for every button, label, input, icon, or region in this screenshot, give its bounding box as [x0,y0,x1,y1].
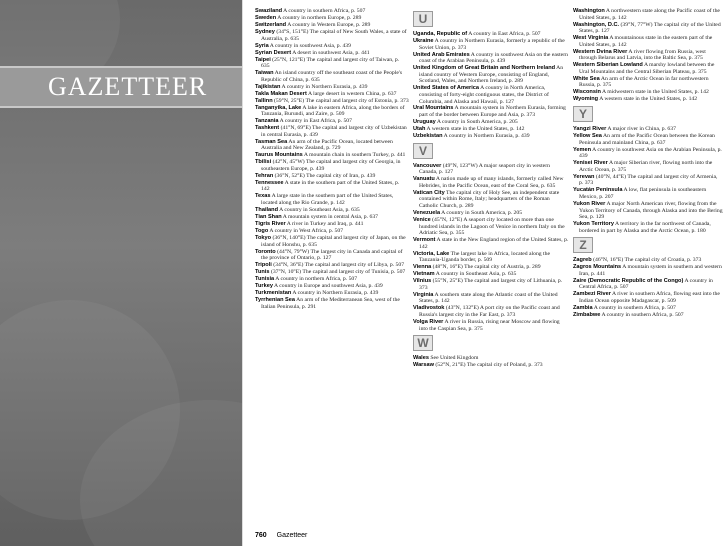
entry-description: A mountainous state in the eastern part of the United States, p. 142 [579,35,713,48]
entry-name: Tallinn [255,97,273,104]
entry-name: Tasman Sea [255,138,288,145]
entry-description: A mountain system in central Asia, p. 637 [282,214,379,221]
entry-name: Vladivostok [413,305,445,312]
entry-description: A country in southwest Asia, p. 439 [269,42,351,49]
gazetteer-entry [413,278,569,291]
entry-description: A river flowing from Russia, west through Belarus and Latvia, into the Baltic Sea, p. 375 [579,48,706,62]
entry-name: Ural Mountains [413,105,454,112]
entry-name: Utah [413,126,426,133]
entry-description: A country in West Africa, p. 507 [269,227,344,234]
entry-name: Victoria, Lake [413,250,450,257]
entry-name: Vancouver [413,162,442,169]
entry-name: United Kingdom of Great Britain and Northern Ireland [413,65,556,72]
gazetteer-entry [413,210,569,217]
slide-background [0,0,242,546]
entry-description: A country in Western Europe, p. 289 [287,21,371,28]
entry-name: Syrian Desert [255,49,292,56]
entry-name: Wyoming [573,96,599,103]
entry-description: (49°N, 123°W) A major seaport city in western Canada, p. 127 [419,162,550,176]
gazetteer-entry [255,50,409,57]
entry-name: United States of America [413,85,480,92]
entry-description: A river in Russia, rising near Moscow and flowing into the Caspian Sea, p. 375 [419,318,560,332]
gazetteer-entry [255,152,409,159]
entry-description: (45°N, 12°E) A seaport city located on more than one hundred islands in the Lagoon of Venice in northern Italy on the Adriatic Sea, p. 355 [419,216,565,237]
entry-description: (25°N, 121°E) The capital and largest city of Taiwan, p. 635 [261,56,400,70]
entry-name: West Virginia [573,35,609,42]
entry-description: A country in Southeast Asia, p. 635 [279,207,360,214]
gazetteer-entry [573,76,723,89]
gazetteer-entry [255,84,409,91]
entry-description: (41°N, 69°E) The capital and largest city of Uzbekistan in central Eurasia, p. 439 [261,125,407,138]
entry-name: Tyrrhenian Sea [255,297,295,304]
entry-description: A major North American river, flowing from the Yukon Territory of Canada, through Alaska and into the Bering Sea, p. 129 [579,200,723,221]
gazetteer-entry [413,133,569,140]
letter-heading-v [413,142,569,160]
entry-name: Yemen [573,146,592,153]
entry-name: Thailand [255,207,278,214]
entry-description: A country in southern Africa, p. 507 [593,305,676,311]
gazetteer-entry [255,8,409,15]
entry-description: A major Siberian river, flowing north into the Arctic Ocean, p. 375 [579,160,713,173]
gazetteer-entry [413,251,569,264]
gazetteer-entry [413,176,569,189]
gazetteer-entry [573,264,723,277]
entry-name: Zimbabwe [573,311,601,318]
entry-name: Syria [255,42,269,49]
gazetteer-entry [413,52,569,65]
entry-name: Yellow Sea [573,133,602,140]
entry-description: A large state in the southern part of the United States, located along the Rio Grande, p. 142 [261,193,394,207]
entry-name: White Sea [573,75,600,82]
entry-description: A nation made up of many islands, formerly called New Hebrides, in the Pacific Ocean, east of the Coral Sea, p. 635 [419,176,564,189]
gazetteer-entry [255,283,409,290]
entry-name: Texas [255,193,271,200]
entry-description: (34°S, 151°E) The capital of New South Wales, a state of Australia, p. 635 [261,28,407,42]
gazetteer-entry [573,89,723,96]
gazetteer-entry [413,190,569,210]
gazetteer-entry [255,269,409,276]
gazetteer-entry [413,65,569,85]
entry-name: Turkey [255,283,273,290]
entry-description: A mountain system in southern and western Iran, p. 441 [579,264,722,277]
gazetteer-entry [413,264,569,271]
letter-glyph: W [413,335,433,351]
gazetteer-entry [255,276,409,283]
entry-description: A western state in the United States, p. 142 [426,126,525,133]
entry-name: Ukraine [413,37,434,44]
entry-description: A lake in eastern Africa, along the borders of Tanzania, Burundi, and Zaire, p. 509 [261,104,405,118]
entry-description: A low, flat peninsula in southeastern Mexico, p. 207 [579,187,707,200]
gazetteer-entry [413,163,569,176]
entry-description: (55°N, 25°E) The capital and largest city of Lithuania, p. 373 [419,278,563,291]
entry-name: Tripoli [255,262,272,269]
entry-description: (43°N, 132°E) A port city on the Pacific coast and Russia's largest city in the Far East, p. 373 [419,305,560,318]
entry-description: A country in Northern Eurasia, p. 439 [292,290,379,297]
entry-description: See United Kingdom [430,355,479,362]
entry-description: A country in South America, p. 205 [441,209,523,216]
entry-name: Wisconsin [573,89,601,96]
letter-glyph: Z [573,237,593,253]
gazetteer-entry [413,217,569,237]
entry-description: A northwestern state along the Pacific coast of the United States, p. 142 [579,8,720,21]
entry-name: Tanzania [255,118,279,125]
gazetteer-entry [255,262,409,269]
entry-name: Vilnius [413,278,432,285]
entry-name: Tashkent [255,125,280,132]
entry-description: An arm of the Arctic Ocean in far northwestern Russia, p. 375 [579,75,709,89]
gazetteer-entry [573,291,723,304]
entry-description: A country in northern Africa, p. 507 [275,276,358,283]
entry-name: Uzbekistan [413,133,443,140]
entry-description: A mountain system in Northern Eurasia, forming part of the border between Europe and Asia, p. 373 [419,105,566,119]
entry-description: A country in Southeast Asia, p. 635 [435,271,517,278]
entry-description: (52°N, 21°E) The capital city of Poland, p. 373 [435,362,543,369]
gazetteer-entry [255,105,409,118]
entry-description: (42°N, 45°W) The capital and largest city of Georgia, in southeastern Europe, p. 439 [261,159,401,172]
gazetteer-entry [573,312,723,319]
letter-heading-w [413,334,569,352]
entry-name: Yucatán Peninsula [573,187,623,194]
entry-name: Takla Makan Desert [255,90,307,97]
entry-description: An arm of the Pacific Ocean between the Korean Peninsula and mainland China, p. 637 [579,133,715,146]
gazetteer-entry [255,139,409,152]
entry-name: Yukon Territory [573,221,614,228]
entry-description: A southern state along the Atlantic coast of the United States, p. 142 [419,291,558,305]
entry-name: Tian Shan [255,214,282,221]
gazetteer-entry [255,118,409,125]
gazetteer-entry [573,62,723,75]
gazetteer-entry [413,105,569,118]
entry-name: Virginia [413,291,434,298]
entry-name: Vietnam [413,271,435,278]
entry-name: Zambia [573,305,593,311]
entry-description: A country in East Africa, p. 507 [279,118,352,125]
entry-name: Sydney [255,28,275,35]
entry-name: Tunis [255,269,270,276]
entry-name: Zagros Mountains [573,264,622,271]
gazetteer-entry [573,160,723,173]
entry-description: A midwestern state in the United States, p. 142 [602,89,709,96]
entry-description: A country in Europe and southwest Asia, p. 439 [274,283,383,290]
entry-name: Yenisei River [573,160,608,167]
gazetteer-entry [255,180,409,193]
gazetteer-entry [573,187,723,200]
gazetteer-entry [573,147,723,160]
entry-description: (36°N, 52°E) The capital city of Iran, p. 439 [274,172,376,179]
slide-title: GAZETTEER [0,66,242,108]
entry-description: A river in Turkey and Iraq, p. 441 [286,221,364,227]
entry-description: (44°N, 79°W) The largest city in Canada and capital of the province of Ontario, p. 127 [261,248,403,262]
entry-description: An arm of the Mediterranean Sea, west of the Italian Peninsula, p. 291 [261,297,400,310]
entry-description: A country in southwest Asia on the eastern coast of the Arabian Peninsula, p. 439 [419,51,568,65]
entry-name: Tigris River [255,221,286,227]
entry-description: A state in the southern part of the United States, p. 142 [261,179,400,193]
gazetteer-page [242,0,728,546]
gazetteer-entry [413,119,569,126]
letter-heading-y [573,105,723,123]
entry-name: Tunisia [255,276,275,283]
gazetteer-entry [255,125,409,138]
page-footer [255,532,307,544]
entry-description: (39°N, 77°W) The capital city of the United States, p. 127 [579,21,721,35]
letter-glyph: V [413,143,433,159]
letter-heading-z [573,236,723,254]
gazetteer-entry [255,193,409,206]
gazetteer-entry [413,85,569,105]
gazetteer-entry [573,174,723,187]
entry-name: Volga River [413,318,444,325]
gazetteer-entry [255,228,409,235]
gazetteer-entry [255,159,409,172]
gazetteer-entry [413,355,569,362]
entry-description: A major river in China, p. 637 [607,126,676,133]
entry-description: An island country off the southeast coast of the People's Republic of China, p. 635 [261,70,403,83]
entry-name: Swaziland [255,8,283,14]
entry-name: Yukon River [573,200,606,207]
entry-name: Taiwan [255,70,274,77]
entry-name: Turkmenistan [255,290,292,297]
entry-name: Washington, D.C. [573,21,620,28]
entry-name: Yerevan [573,173,595,180]
entry-description: (37°N, 10°E) The capital and largest city of Tunisia, p. 507 [270,269,406,276]
entry-name: Western Dvina River [573,48,628,55]
gazetteer-entry [413,362,569,369]
gazetteer-entry [255,43,409,50]
gazetteer-entry [573,49,723,62]
entry-description: A country in Northern Eurasia, p. 439 [281,83,368,90]
entry-description: A country in South America, p. 205 [436,119,518,126]
gazetteer-entry [573,201,723,221]
gazetteer-entry [255,249,409,262]
entry-description: A country in southern Africa, p. 507 [283,8,366,14]
entry-description: A country in Northern Eurasia, formerly a republic of the Soviet Union, p. 373 [419,37,565,51]
gazetteer-entry [413,126,569,133]
entry-description: A large desert in western China, p. 637 [307,90,397,97]
entry-name: Tennessee [255,179,284,186]
gazetteer-entry [255,98,409,105]
entry-name: Zagreb [573,257,592,264]
entry-name: Washington [573,8,605,14]
gazetteer-entry [573,133,723,146]
entry-description: An arm of the Pacific Ocean, located between Australia and New Zealand, p. 729 [261,138,393,152]
gazetteer-entry [413,31,569,38]
entry-name: Tanganyika, Lake [255,104,302,111]
gazetteer-entry [573,257,723,264]
gazetteer-entry [255,22,409,29]
entry-description: (34°N, 36°E) The capital and largest city of Libya, p. 507 [273,262,405,269]
entry-description: A western state in the United States, p. 142 [599,96,698,103]
entry-description: A marshy lowland between the Ural Mountains and the Central Siberian Plateau, p. 375 [579,62,715,75]
entry-description: A country in southwest Asia on the Arabian Peninsula, p. 439 [579,146,722,160]
entry-description: The largest lake in Africa, located along the Tanzania-Uganda border, p. 509 [419,250,550,264]
gazetteer-entry [413,38,569,51]
footer-label: Gazetteer [276,532,308,539]
gazetteer-entry [255,297,409,310]
entry-name: Uruguay [413,119,436,126]
gazetteer-entry [255,235,409,248]
entry-description: A river in southern Africa, flowing east into the Indian Ocean opposite Madagascar, p. 509 [579,291,720,305]
entry-name: Uganda, Republic of [413,31,468,37]
entry-name: Taipei [255,56,271,63]
gazetteer-entry [255,207,409,214]
gazetteer-entry [573,8,723,21]
entry-description: A country in North America, consisting of forty-eight contiguous states, the District of Columbia, and Alaska and Hawaii, p. 127 [419,85,549,105]
entry-name: Zambezi River [573,291,611,298]
gazetteer-entry [255,15,409,22]
gazetteer-entry [413,305,569,318]
column-1 [255,8,409,311]
entry-description: An island country of Western Europe, consisting of England, Scotland, Wales, and Northern Ireland, p. 289 [419,65,564,85]
entry-name: Tajikistan [255,83,281,90]
gazetteer-entry [255,29,409,42]
gazetteer-entry [255,57,409,70]
entry-description: (36°N, 140°E) The capital and largest city of Japan, on the island of Honshu, p. 635 [261,234,406,248]
gazetteer-entry [573,278,723,291]
entry-name: Vienna [413,264,432,271]
entry-name: Vanuatu [413,176,435,183]
column-3 [573,8,723,319]
gazetteer-entry [413,292,569,305]
entry-name: Tokyo [255,234,272,241]
entry-name: Venezuela [413,209,441,216]
entry-description: A state in the New England region of the United States, p. 142 [419,237,569,250]
gazetteer-entry [413,271,569,278]
gazetteer-entry [255,91,409,98]
entry-name: Wales [413,355,429,362]
entry-description: A country in Northern Eurasia, p. 439 [443,133,530,140]
gazetteer-entry [255,290,409,297]
gazetteer-entry [413,237,569,250]
entry-name: Warsaw [413,362,434,369]
entry-name: Tbilisi [255,159,272,166]
entry-name: Western Siberian Lowland [573,62,643,69]
letter-glyph: Y [573,106,593,122]
gazetteer-entry [573,126,723,133]
entry-name: Switzerland [255,21,287,28]
entry-description: The capital city of Holy See, an independent state contained within Rome, Italy; headquarters of the Roman Catholic Church, p. 289 [419,189,560,209]
entry-name: United Arab Emirates [413,51,470,58]
entry-name: Sweden [255,14,277,21]
entry-name: Yangzi River [573,126,607,133]
entry-name: Zaire (Democratic Republic of the Congo) [573,277,684,284]
entry-name: Vatican City [413,189,445,196]
entry-name: Vermont [413,237,436,244]
entry-description: A country in southern Africa, p. 507 [601,311,684,318]
gazetteer-entry [573,96,723,103]
gazetteer-entry [255,221,409,228]
entry-name: Toronto [255,248,276,255]
entry-description: A country in northern Europe, p. 289 [277,14,362,21]
letter-heading-u [413,10,569,28]
entry-name: Venice [413,216,431,223]
column-2 [413,8,569,369]
entry-description: (59°N, 25°E) The capital and largest city of Estonia, p. 373 [274,97,409,104]
gazetteer-entry [573,221,723,234]
gazetteer-entry [413,319,569,332]
entry-description: A desert in southwest Asia, p. 441 [292,49,370,56]
entry-name: Tehran [255,172,274,179]
entry-description: (46°N, 16°E) The capital city of Croatia, p. 373 [593,257,702,264]
gazetteer-entry [255,173,409,180]
entry-description: A country in East Africa, p. 507 [468,31,541,37]
entry-name: Togo [255,227,269,234]
gazetteer-entry [573,22,723,35]
letter-glyph: U [413,11,433,27]
gazetteer-entry [573,305,723,312]
gazetteer-entry [573,35,723,48]
entry-description: A country in Central Africa, p. 507 [579,277,713,291]
entry-description: A mountain chain in southern Turkey, p. 441 [303,152,406,159]
entry-description: A territory in the far northwest of Canada, bordered in part by Alaska and the Arctic Ocean, p. 180 [579,221,711,234]
gazetteer-entry [255,214,409,221]
page-number: 760 [255,532,267,539]
entry-description: (40°N, 44°E) The capital and largest city of Armenia, p. 373 [579,173,718,187]
entry-description: (48°N, 16°E) The capital city of Austria, p. 289 [432,264,541,271]
entry-name: Taurus Mountains [255,152,303,159]
gazetteer-entry [255,70,409,83]
